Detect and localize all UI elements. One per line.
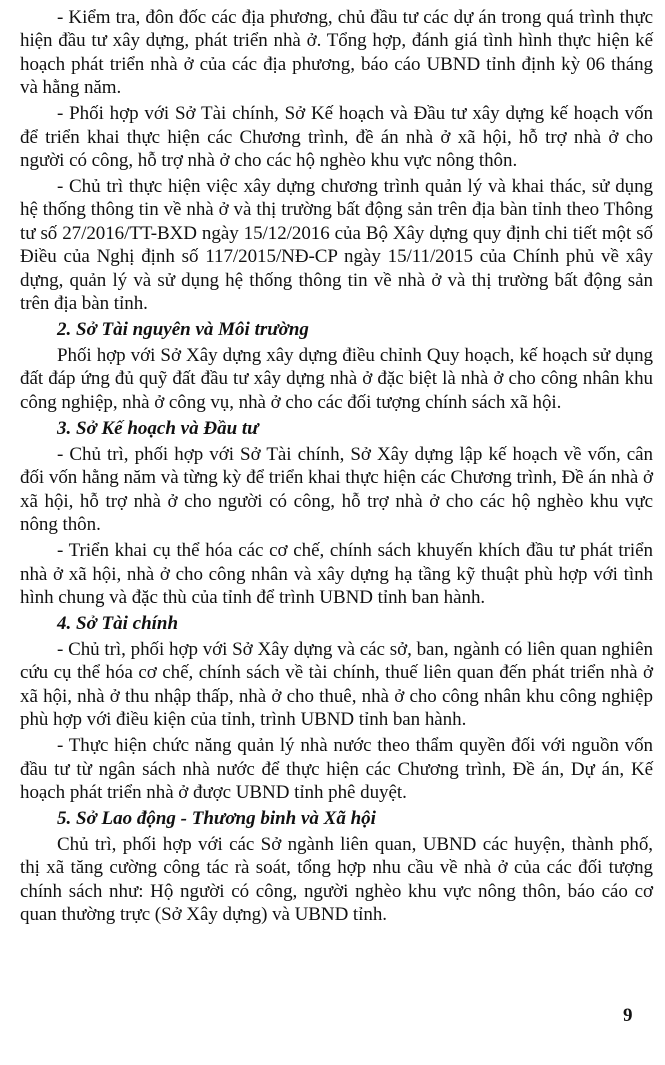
heading-planning-investment: 3. Sở Kế hoạch và Đầu tư (57, 417, 259, 439)
heading-natural-resources: 2. Sở Tài nguyên và Môi trường (57, 319, 309, 341)
paragraph-state-management: - Thực hiện chức năng quản lý nhà nước theo thẩm quyền đối với nguồn vốn đầu tư từ ngân sách nhà nước để thực hiện các Chương trình, Đề án, Dự án, Kế hoạch phát triển nhà ở được UBND tỉnh phê duyệt. (20, 735, 653, 803)
paragraph-information-system: - Chủ trì thực hiện việc xây dựng chương trình quản lý và khai thác, sử dụng hệ thống thông tin về nhà ở và thị trường bất động sản trên địa bàn tỉnh theo Thông tư số 27/2016/TT-BXD ngày 15/12/2016 của Bộ Xây dựng quy định chi tiết một số Điều của Nghị định số 117/2015/NĐ-CP ngày 15/11/2015 của Chính phủ về xây dựng, quản lý và sử dụng hệ thống thông tin về nhà ở và thị trường bất động sản trên địa bàn tỉnh. (20, 176, 653, 315)
paragraph-needs-review: Chủ trì, phối hợp với các Sở ngành liên quan, UBND các huyện, thành phố, thị xã tăng cường công tác rà soát, tổng hợp nhu cầu về nhà ở của các đối tượng chính sách như: Hộ người có công, người nghèo khu vực nông thôn, báo cáo cơ quan thường trực (Sở Xây dựng) và UBND tỉnh. (20, 833, 653, 926)
paragraph-capital-plan: - Phối hợp với Sở Tài chính, Sở Kế hoạch và Đầu tư xây dựng kế hoạch vốn để triển khai thực hiện các Chương trình, đề án nhà ở xã hội, hỗ trợ nhà ở cho người có công, hỗ trợ nhà ở cho các hộ nghèo khu vực nông thôn. (20, 103, 653, 172)
paragraph-finance-policies: - Chủ trì, phối hợp với Sở Xây dựng và các sở, ban, ngành có liên quan nghiên cứu cụ thể hóa cơ chế, chính sách về tài chính, thuế liên quan đến phát triển nhà ở xã hội, nhà ở thu nhập thấp, nhà ở cho thuê, nhà ở cho công nhân khu công nghiệp phù hợp với điều kiện của tỉnh, trình UBND tỉnh ban hành. (20, 638, 653, 731)
paragraph-incentive-policies: - Triển khai cụ thể hóa các cơ chế, chính sách khuyến khích đầu tư phát triển nhà ở xã hội, nhà ở cho công nhân và xây dựng hạ tầng kỹ thuật phù hợp với tình hình chung và đặc thù của tỉnh để trình UBND tỉnh ban hành. (20, 540, 653, 608)
document-page (20, 6, 653, 929)
paragraph-capital-balance: - Chủ trì, phối hợp với Sở Tài chính, Sở Xây dựng lập kế hoạch về vốn, cân đối vốn hằng năm và từng kỳ để triển khai thực hiện các Chương trình, Đề án nhà ở xã hội, hỗ trợ nhà ở cho người có công, hỗ trợ nhà ở cho các hộ nghèo khu vực nông thôn. (20, 443, 653, 536)
paragraph-inspection: - Kiểm tra, đôn đốc các địa phương, chủ đầu tư các dự án trong quá trình thực hiện đầu tư xây dựng, phát triển nhà ở. Tổng hợp, đánh giá tình hình thực hiện kế hoạch phát triển nhà ở của các địa phương, báo cáo UBND tỉnh định kỳ 06 tháng và hằng năm. (20, 7, 653, 99)
page-number: 9 (623, 1005, 633, 1026)
paragraph-land-use: Phối hợp với Sở Xây dựng xây dựng điều chỉnh Quy hoạch, kế hoạch sử dụng đất đáp ứng đủ quỹ đất đầu tư xây dựng nhà ở đặc biệt là nhà ở cho công nhân khu công nghiệp, nhà ở công vụ, nhà ở cho các đối tượng chính sách xã hội. (20, 345, 653, 413)
heading-finance: 4. Sở Tài chính (57, 612, 179, 634)
heading-labour-social: 5. Sở Lao động - Thương binh và Xã hội (57, 807, 376, 829)
